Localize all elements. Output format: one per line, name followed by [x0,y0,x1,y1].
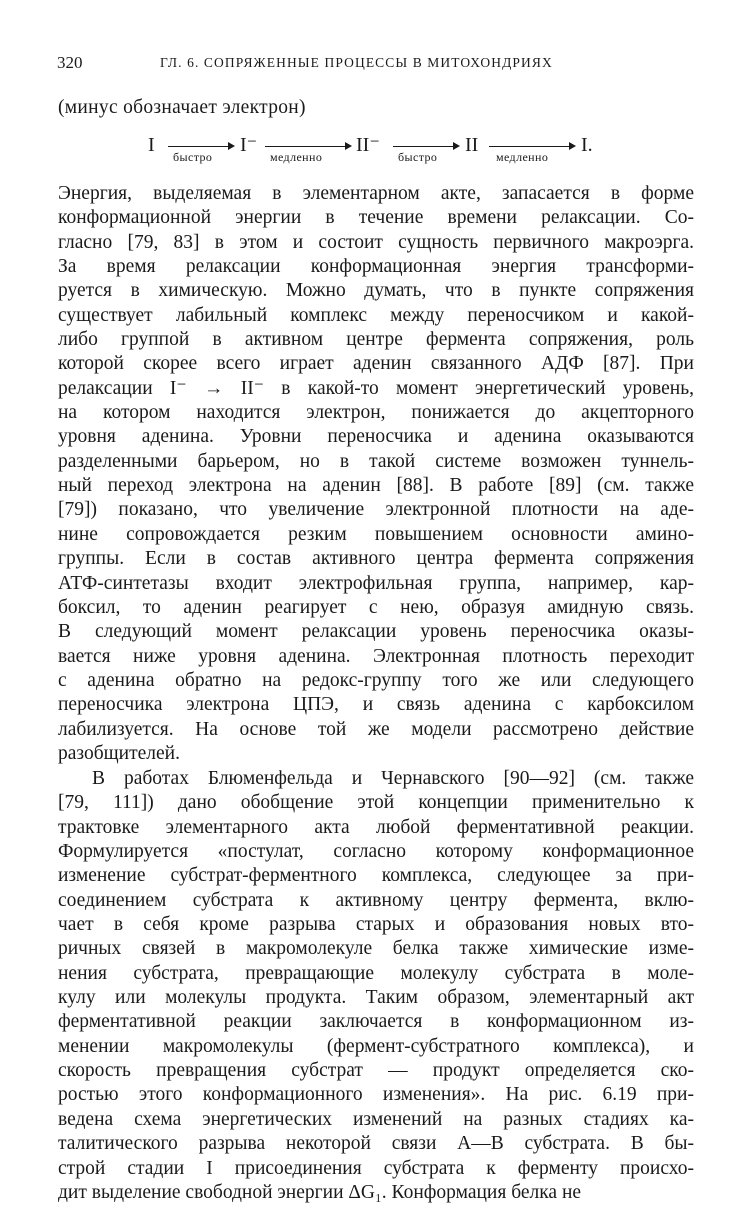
text-line: руется в химическую. Можно думать, что в пункте сопряжения [58,280,694,302]
text-line: лабилизуется. На основе той же модели рассмотрено действие [58,718,694,740]
paragraph-1 [58,182,694,766]
reaction-scheme [148,134,608,174]
text-line: гласно [79, 83] в этом и состоит сущность первичного макроэрга. [58,231,694,253]
scheme-node: I⁻ [240,134,258,156]
text-line: ростью этого конформационного изменения». На рис. 6.19 при- [58,1084,694,1106]
text-line: нения субстрата, превращающие молекулу субстрата в моле- [58,962,694,984]
text-line: разобщителей. [58,742,180,764]
text-line: кулу или молекулы продукта. Таким образом, элементарный акт [58,987,694,1009]
scheme-arrow [265,146,347,147]
text-line: Формулируется «постулат, согласно которому конформационное [58,841,694,863]
text-line: ферментативной реакции заключается в конформационном из- [58,1011,694,1033]
scheme-node: I [148,134,155,156]
text-line: релаксации I⁻ → II⁻ в какой-то момент энергетический уровень, [58,377,694,399]
text-line: [79, 111]) дано обобщение этой концепции применительно к [58,792,694,814]
text-line: скорость превращения субстрат — продукт определяется ско- [58,1060,694,1082]
text-line: существует лабильный комплекс между переносчиком и какой- [58,304,694,326]
text-line: боксил, то аденин реагирует с нею, образуя амидную связь. [58,596,694,618]
scheme-node: II [465,134,479,156]
scheme-node: II⁻ [356,134,380,156]
text-line: ный переход электрона на аденин [88]. В работе [89] (см. также [58,475,694,497]
text-line: дит выделение свободной энергии ΔG₁. Конформация белка не [58,1181,582,1203]
text-line: изменение субстрат-ферментного комплекса, следующее за при- [58,865,694,887]
text-line: В следующий момент релаксации уровень переносчика оказы- [58,621,694,643]
text-line: чает в себя кроме разрыва старых и образования новых вто- [58,914,694,936]
text-line: В работах Блюменфельда и Чернавского [90—92] (см. также [92,768,694,789]
text-line: разделенными барьером, но в такой системе возможен туннель- [58,450,694,472]
scheme-node: I. [581,134,593,156]
text-line: ведена схема энергетических изменений на разных стадиях ка- [58,1108,694,1130]
text-line: конформационной энергии в течение времени релаксации. Со- [58,207,694,229]
scheme-speed-label: медленно [270,150,323,164]
scheme-speed-label: быстро [173,150,213,164]
text-line: талитического разрыва некоторой связи А—В субстрата. В бы- [58,1133,694,1155]
text-line: группы. Если в состав активного центра фермента сопряжения [58,548,694,570]
scheme-arrow [489,146,571,147]
text-line: на котором находится электрон, понижается до акцепторного [58,402,694,424]
text-line: ричных связей в макромолекуле белка также химические изме- [58,938,694,960]
running-head: ГЛ. 6. СОПРЯЖЕННЫЕ ПРОЦЕССЫ В МИТОХОНДРИЯХ [160,55,553,70]
page-number: 320 [57,53,83,72]
text-line: менении макромолекулы (фермент-субстратного комплекса), и [58,1035,694,1057]
text-line: АТФ-синтетазы входит электрофильная группа, например, кар- [58,572,694,594]
text-line: уровня аденина. Уровни переносчика и аденина оказываются [58,426,694,448]
text-line: с аденина обратно на редокс-группу того же или следующего [58,669,694,691]
text-line: нине сопровождается резким повышением основности амино- [58,523,694,545]
text-line: За время релаксации конформационная энергия трансформи- [58,256,694,278]
text-line: переносчика электрона ЦПЭ, и связь аденина с карбоксилом [58,694,694,716]
text-line: соединением субстрата к активному центру фермента, вклю- [58,889,694,911]
text-line: строй стадии I присоединения субстрата к ферменту происхо- [58,1157,694,1179]
text-line: вается ниже уровня аденина. Электронная плотность переходит [58,645,694,667]
text-line: Энергия, выделяемая в элементарном акте, запасается в форме [58,183,694,204]
scheme-speed-label: быстро [398,150,438,164]
text-line: трактовке элементарного акта любой ферментативной реакции. [58,816,694,838]
scheme-arrow [393,146,455,147]
intro-line: (минус обозначает электрон) [58,97,306,118]
scheme-arrow [168,146,230,147]
paragraph-2 [58,767,694,1205]
text-line: которой скорее всего играет аденин связанного АДФ [87]. При [58,353,694,375]
text-line: [79]) показано, что увеличение электронной плотности на аде- [58,499,694,521]
text-line: либо группой в активном центре фермента сопряжения, роль [58,329,694,351]
scheme-speed-label: медленно [496,150,549,164]
